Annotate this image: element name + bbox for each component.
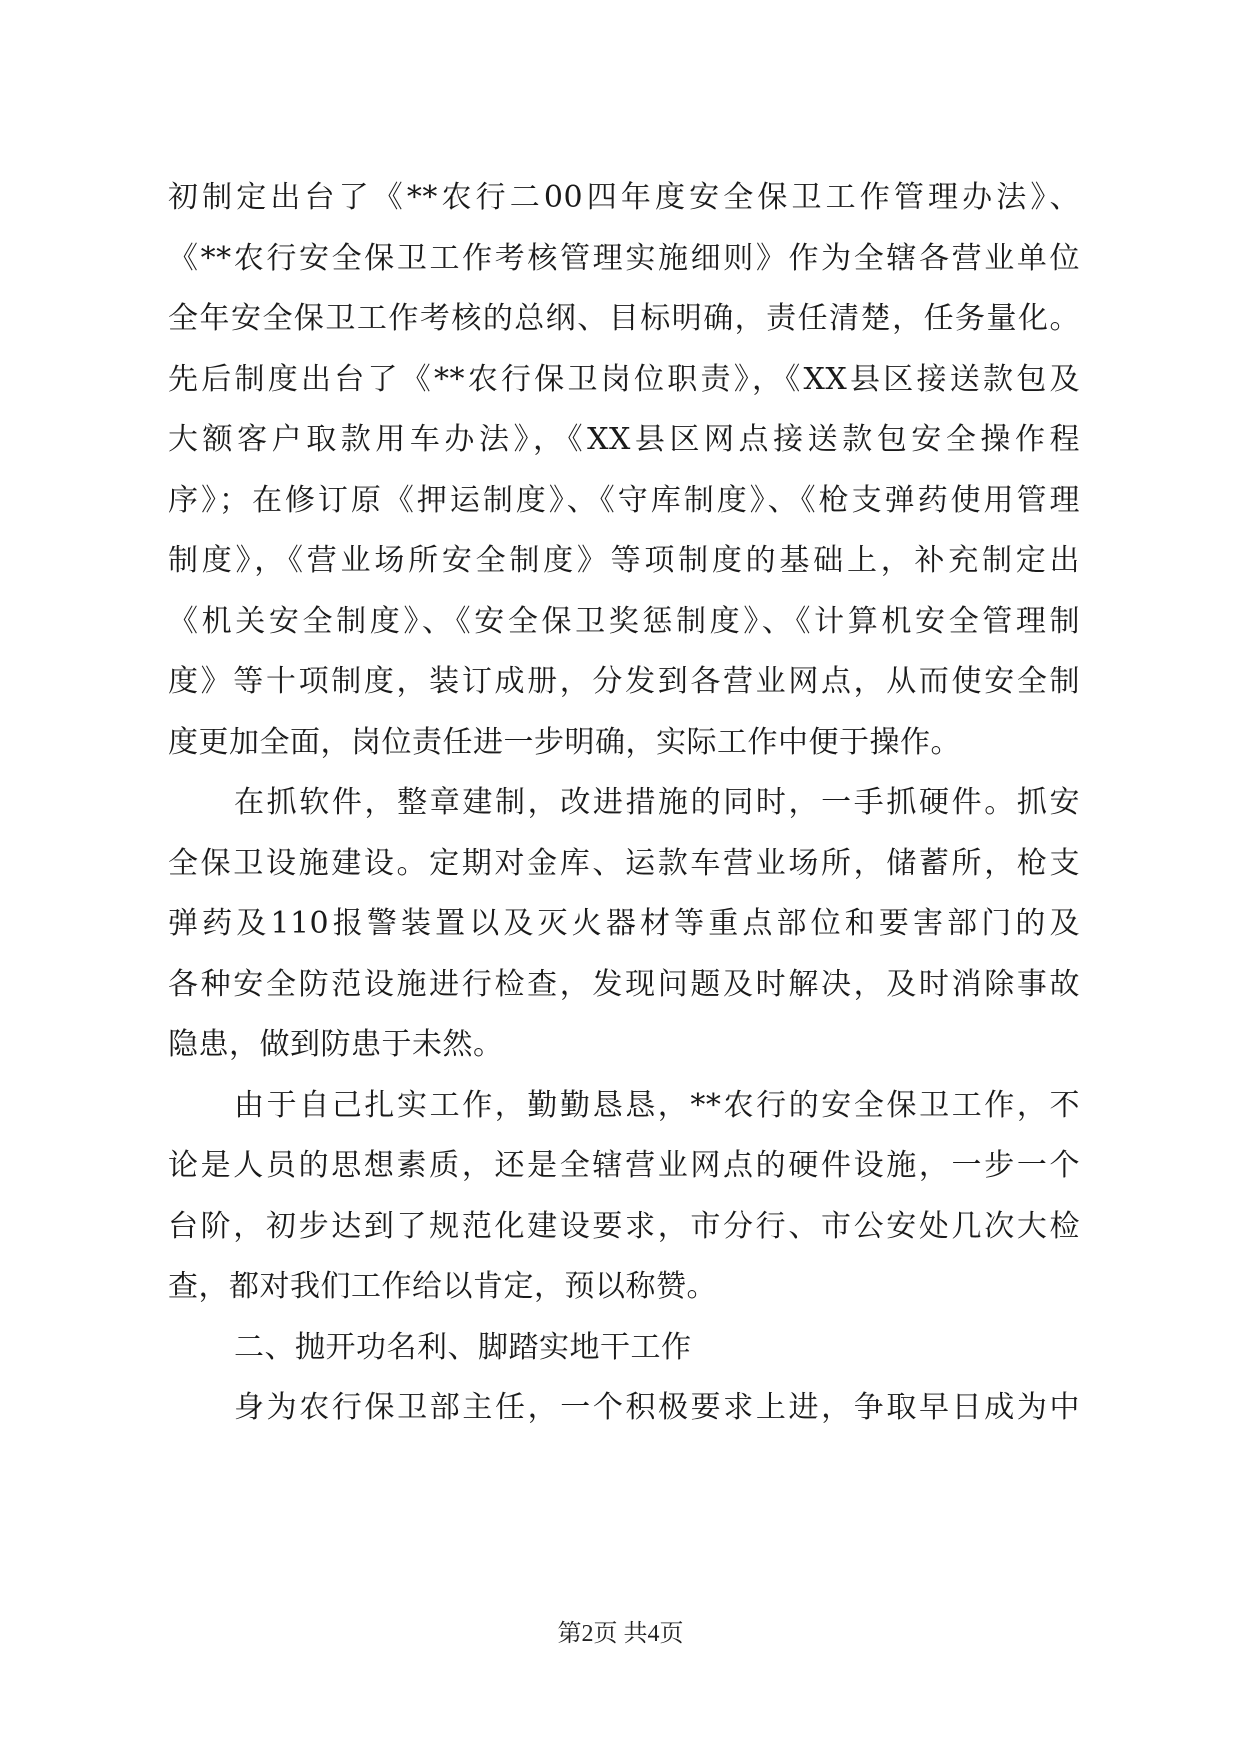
paragraph-start-line: 身为农行保卫部主任，一个积极要求上进，争取早日成为中 bbox=[234, 1390, 1080, 1425]
text-line: 台阶，初步达到了规范化建设要求，市分行、市公安处几次大检 bbox=[168, 1208, 1080, 1244]
page-footer: 第2页 共4页 bbox=[557, 1621, 684, 1647]
section-heading: 二、抛开功名利、脚踏实地干工作 bbox=[234, 1329, 692, 1365]
text-line: 度》等十项制度，装订成册，分发到各营业网点，从而使安全制 bbox=[168, 664, 1080, 699]
paragraph-start-line: 由于自己扎实工作，勤勤恳恳，**农行的安全保卫工作，不 bbox=[234, 1087, 1080, 1123]
paragraph-start-line: 在抓软件，整章建制，改进措施的同时，一手抓硬件。抓安 bbox=[234, 785, 1080, 820]
text-line: 《**农行安全保卫工作考核管理实施细则》作为全辖各营业单位 bbox=[168, 240, 1080, 276]
text-line: 制度》，《营业场所安全制度》等项制度的基础上，补充制定出 bbox=[168, 543, 1080, 578]
text-line: 度更加全面，岗位责任进一步明确，实际工作中便于操作。 bbox=[168, 724, 961, 760]
text-line: 《机关安全制度》、《安全保卫奖惩制度》、《计算机安全管理制 bbox=[168, 603, 1080, 639]
document-body bbox=[168, 168, 1080, 1439]
text-line: 隐患，做到防患于未然。 bbox=[168, 1027, 504, 1062]
text-line: 初制定出台了《**农行二00四年度安全保卫工作管理办法》、 bbox=[168, 180, 1080, 215]
text-line: 大额客户取款用车办法》，《XX县区网点接送款包安全操作程 bbox=[168, 422, 1080, 457]
text-line: 序》；在修订原《押运制度》、《守库制度》、《枪支弹药使用管理 bbox=[168, 482, 1080, 518]
text-line: 论是人员的思想素质，还是全辖营业网点的硬件设施，一步一个 bbox=[168, 1148, 1080, 1183]
text-line: 全年安全保卫工作考核的总纲、目标明确，责任清楚，任务量化。 bbox=[168, 301, 1080, 336]
text-line: 弹药及110报警装置以及灭火器材等重点部位和要害部门的及 bbox=[168, 906, 1080, 941]
text-line: 先后制度出台了《**农行保卫岗位职责》，《XX县区接送款包及 bbox=[168, 361, 1080, 397]
text-line: 各种安全防范设施进行检查，发现问题及时解决，及时消除事故 bbox=[168, 966, 1080, 1002]
text-line: 查，都对我们工作给以肯定，预以称赞。 bbox=[168, 1269, 717, 1304]
text-line: 全保卫设施建设。定期对金库、运款车营业场所，储蓄所，枪支 bbox=[168, 845, 1080, 881]
